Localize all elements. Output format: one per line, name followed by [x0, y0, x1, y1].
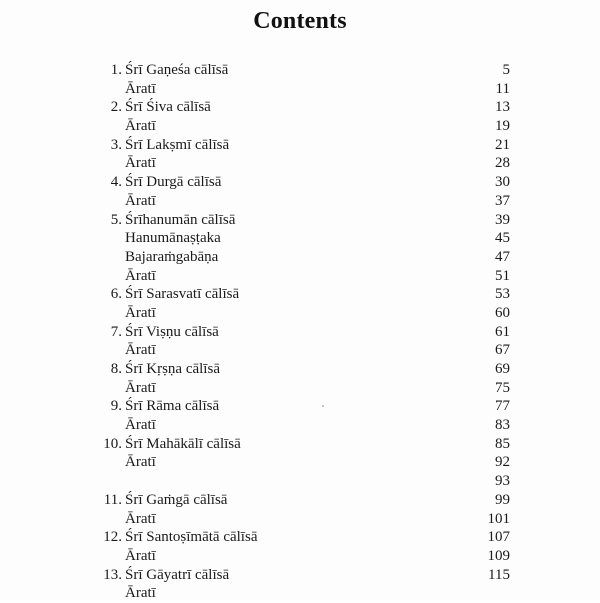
toc-entry-page-number: 28: [495, 155, 510, 172]
toc-entry-title: Śrī Kṛṣṇa cālīsā: [125, 361, 220, 377]
toc-entry-page-number: 11: [495, 80, 510, 97]
toc-entry-page-number: 39: [495, 211, 510, 228]
toc-entry: [100, 80, 510, 99]
toc-entry-title: Āratī: [125, 510, 156, 527]
page-title: Contents: [253, 8, 347, 34]
toc-entry-page-number: 30: [495, 174, 510, 191]
toc-entry-title: Śrī Gaṇeśa cālīsā: [125, 62, 229, 78]
toc-entry-title: Āratī: [125, 417, 156, 434]
toc-entry-number: 5.: [110, 211, 122, 228]
toc-entry-number: 8.: [110, 361, 122, 377]
toc-entry-title: Śrī Sarasvatī cālīsā: [125, 286, 240, 303]
toc-entry-number: 4.: [110, 174, 122, 191]
toc-entry: [100, 98, 510, 117]
toc-entry-page-number: 77: [495, 398, 510, 415]
toc-entry-page-number: 61: [495, 323, 510, 340]
toc-entry-title: Śrī Santoṣīmātā cālīsā: [125, 529, 258, 546]
toc-entry-page-number: 92: [495, 454, 510, 471]
toc-entry-page-number: 115: [488, 566, 510, 583]
toc-entry-page-number: 75: [495, 379, 510, 396]
toc-entry-title: Āratī: [125, 342, 156, 359]
toc-entry-title: Āratī: [125, 304, 156, 321]
toc-entry-page-number: 109: [487, 547, 510, 564]
toc-entry-title: Śrī Gaṁgā cālīsā: [125, 491, 228, 508]
toc-entry: [100, 416, 510, 435]
toc-entry: [100, 173, 510, 192]
toc-entry-page-number: 37: [495, 192, 510, 209]
toc-entry: [100, 472, 510, 491]
toc-entry-page-number: 107: [487, 529, 510, 546]
toc-entry-number: 12.: [103, 529, 122, 546]
toc-entry-page-number: 93: [495, 473, 510, 490]
toc-entry-page-number: 83: [495, 417, 510, 434]
toc-entry-number: 13.: [103, 566, 122, 583]
toc-entry-page-number: 13: [495, 99, 510, 116]
toc-entry-number: 10.: [103, 435, 122, 452]
toc-entry-title: Hanumānaṣṭaka: [125, 230, 221, 247]
toc-entry: [100, 285, 510, 304]
toc-entry: [100, 229, 510, 248]
toc-entry-page-number: 69: [495, 361, 510, 377]
toc-entry-page-number: 53: [495, 286, 510, 303]
toc-entry: [100, 136, 510, 155]
toc-entry-title: Āratī: [125, 192, 156, 209]
toc-entry-title: Bajaraṁgabāṇa: [125, 248, 219, 265]
toc-entry-page-number: 60: [495, 304, 510, 321]
toc-entry-title: Śrīhanumān cālīsā: [125, 211, 236, 228]
toc-entry-title: Śrī Śiva cālīsā: [125, 99, 211, 116]
toc-entry: [100, 248, 510, 267]
toc-entry: [100, 566, 510, 585]
toc-entry: [100, 584, 510, 603]
toc-entry-title: Āratī: [125, 454, 156, 471]
toc-entry: [100, 453, 510, 472]
toc-entry-title: Āratī: [125, 379, 156, 396]
toc-entry: [100, 341, 510, 360]
toc-entry-page-number: 101: [487, 510, 510, 527]
table-of-contents: [100, 61, 510, 603]
toc-entry: [100, 528, 510, 547]
toc-entry: [100, 379, 510, 398]
toc-entry-page-number: 19: [495, 118, 510, 135]
toc-entry: [100, 211, 510, 230]
toc-entry-number: 1.: [110, 62, 122, 78]
toc-entry: [100, 360, 510, 379]
toc-entry-title: Āratī: [125, 118, 156, 135]
toc-entry-title: Śrī Mahākālī cālīsā: [125, 435, 241, 452]
toc-entry-page-number: 5: [502, 62, 510, 78]
toc-entry-page-number: 67: [495, 342, 510, 359]
toc-entry-title: Śrī Rāma cālīsā: [125, 398, 220, 415]
toc-entry-title: Āratī: [125, 155, 156, 172]
toc-entry: [100, 267, 510, 286]
toc-entry-page-number: 99: [495, 491, 510, 508]
toc-entry-page-number: 21: [495, 136, 510, 153]
scan-speck: [322, 405, 324, 407]
toc-entry-title: Āratī: [125, 267, 156, 284]
toc-entry: [100, 154, 510, 173]
toc-entry-title: Āratī: [125, 80, 156, 97]
toc-entry-title: Śrī Durgā cālīsā: [125, 174, 222, 191]
toc-entry-page-number: 85: [495, 435, 510, 452]
toc-entry: [100, 61, 510, 80]
toc-entry-page-number: 47: [495, 248, 510, 265]
toc-entry-number: 3.: [110, 136, 122, 153]
toc-entry: [100, 510, 510, 529]
toc-entry: [100, 435, 510, 454]
toc-entry-number: 11.: [103, 491, 122, 508]
toc-entry: [100, 117, 510, 136]
toc-entry-page-number: 51: [495, 267, 510, 284]
toc-entry-title: Śrī Lakṣmī cālīsā: [125, 136, 230, 153]
toc-entry-number: 7.: [110, 323, 122, 340]
toc-entry-number: 6.: [110, 286, 122, 303]
toc-entry-title: Āratī: [125, 585, 156, 602]
toc-entry: [100, 192, 510, 211]
toc-entry-number: 2.: [110, 99, 122, 116]
toc-entry: [100, 304, 510, 323]
toc-entry-number: 9.: [110, 398, 122, 415]
toc-entry-title: Śrī Viṣṇu cālīsā: [125, 323, 219, 340]
toc-entry-title: Śrī Gāyatrī cālīsā: [125, 566, 230, 583]
toc-entry-page-number: 45: [495, 230, 510, 247]
toc-entry: [100, 547, 510, 566]
toc-entry: [100, 323, 510, 342]
toc-entry-title: Āratī: [125, 547, 156, 564]
toc-entry: [100, 397, 510, 416]
toc-entry: [100, 491, 510, 510]
